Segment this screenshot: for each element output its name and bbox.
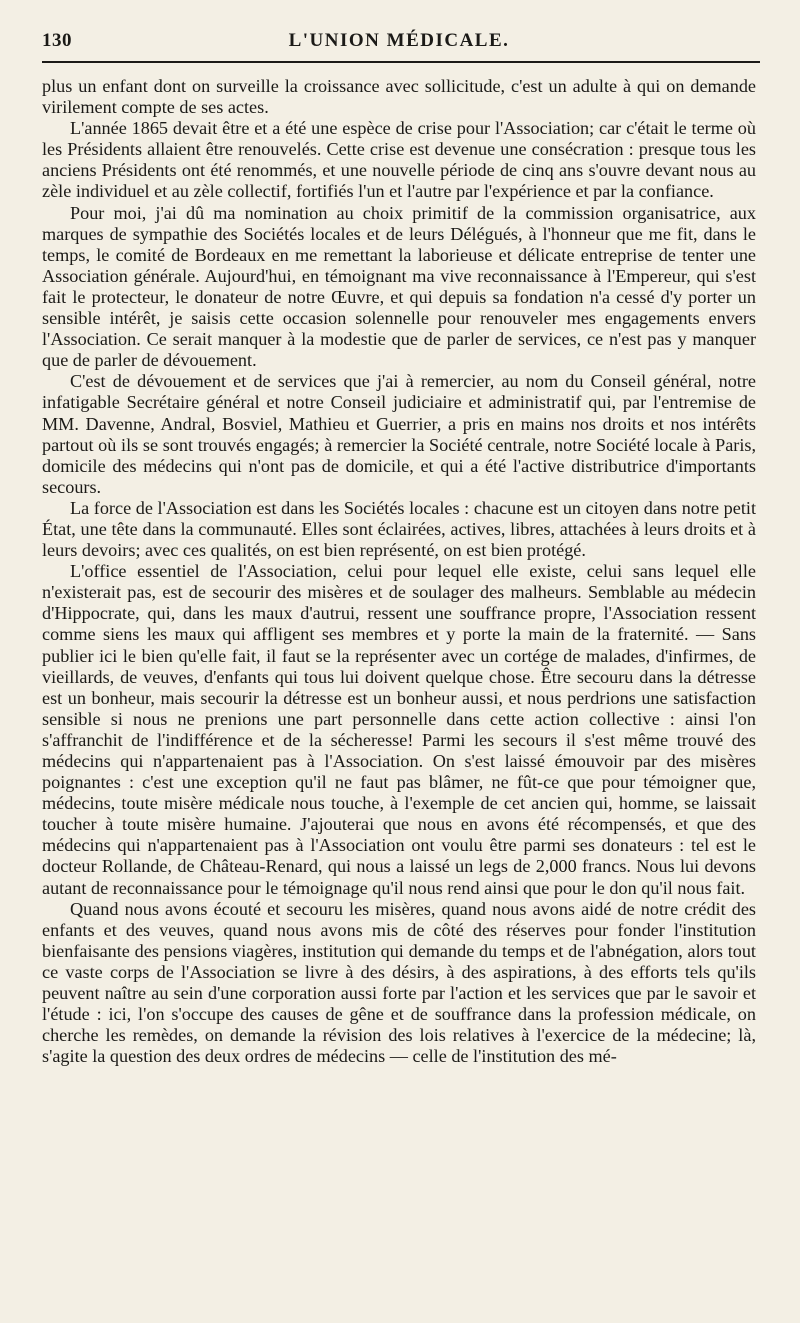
paragraph-thanks: C'est de dévouement et de services que j'ai à remercier, au nom du Conseil général, notre infatigable Secrétaire général et notre Conseil judiciaire et administratif qui, par l'entremise de MM. Davenne, Andral, Bosviel, Mathieu et Guerrier, a pris en mains nos droits et nos intérêts partout où ils se sont trouvés engagés; à remercier la Société centrale, notre Société locale à Paris, domicile des médecins qui n'ont pas de domicile, et qui a été l'active distributrice d'importants secours.	[42, 371, 756, 497]
journal-title: L'UNION MÉDICALE.	[288, 30, 510, 51]
article-body	[42, 76, 756, 1067]
paragraph-essential-office: L'office essentiel de l'Association, celui pour lequel elle existe, celui sans lequel elle n'existerait pas, est de secourir des misères et de soulager des malheurs. Semblable au médecin d'Hippocrate, qui, dans les maux d'autrui, ressent une souffrance propre, l'Association ressent comme siens les maux qui affligent ses membres et y porte la main de la fraternité. — Sans publier ici le bien qu'elle fait, il faut se la représenter avec un cortége de malades, d'infirmes, de vieillards, de veuves, d'enfants qui tous lui doivent quelque chose. Être secouru dans la détresse est un bonheur, mais secourir la détresse est un bonheur aussi, et nous perdrions une satisfaction sensible si nous ne prenions une part personnelle dans cette action collective : ainsi l'on s'affranchit de l'indifférence et de la sécheresse! Parmi les secours il s'est même trouvé des médecins qui n'appartenaient pas à l'Association. On s'est laissé émouvoir par des misères poignantes : c'est une exception qu'il ne faut pas blâmer, ne fût-ce que pour témoigner que, médecins, toute misère médicale nous touche, à l'exemple de cet ancien qui, homme, se laissait toucher à toute misère humaine. J'ajouterai que nous en avons été récompensés, et que des médecins qui n'appartenaient pas à l'Association ont voulu être parmi ses donateurs : tel est le docteur Rollande, de Château-Renard, qui nous a laissé un legs de 2,000 francs. Nous lui devons autant de reconnaissance pour le témoignage qu'il nous rend ainsi que pour le don qu'il nous fait.	[42, 561, 756, 898]
paragraph-continuation: plus un enfant dont on surveille la croissance avec sollicitude, c'est un adulte à qui on demande virilement compte de ses actes.	[42, 76, 756, 118]
page-header	[42, 0, 756, 66]
paragraph-local-societies: La force de l'Association est dans les Sociétés locales : chacune est un citoyen dans notre petit État, une tête dans la communauté. Elles sont éclairées, actives, libres, attachées à leurs droits et à leurs devoirs; avec ces qualités, on est bien représenté, on est bien protégé.	[42, 497, 756, 561]
paragraph-misery-relief: Quand nous avons écouté et secouru les misères, quand nous avons aidé de notre crédit des enfants et des veuves, quand nous avons mis de côté des réserves pour fonder l'institution bienfaisante des pensions viagères, institution qui demande du temps et de l'abnégation, alors tout ce vaste corps de l'Association se livre à des désirs, à des aspirations, à des efforts tels qu'ils peuvent naître au sein d'une corporation aussi forte par l'action et les services que par le savoir et l'étude : ici, l'on s'occupe des causes de gêne et de souffrance dans la profession médicale, on cherche les remèdes, on demande la révision des lois relatives à l'exercice de la médecine; là, s'agite la question des deux ordres de médecins — celle de l'institution des mé-	[42, 898, 756, 1067]
header-rule	[42, 61, 760, 63]
page-number: 130	[42, 30, 72, 51]
paragraph-nomination: Pour moi, j'ai dû ma nomination au choix primitif de la commission organisatrice, aux marques de sympathie des Sociétés locales et de leurs Délégués, à l'honneur que me fit, dans le temps, le comité de Bordeaux en me remettant la laborieuse et délicate entreprise de tenter une Association générale. Aujourd'hui, en témoignant ma vive reconnaissance à l'Empereur, qui s'est fait le protecteur, le donateur de notre Œuvre, et qui depuis sa fondation n'a cessé d'y porter un sensible intérêt, je saisis cette occasion solennelle pour renouveler mes engagements envers l'Association. Ce serait manquer à la modestie que de parler de services, ce n'est pas y manquer que de parler de dévouement.	[42, 202, 756, 371]
paragraph-crisis-1865: L'année 1865 devait être et a été une espèce de crise pour l'Association; car c'était le terme où les Présidents allaient être renouvelés. Cette crise est devenue une consécration : presque tous les anciens Présidents ont été renommés, et une nouvelle période de cinq ans s'ouvre devant nous au zèle individuel et au zèle collectif, fortifiés l'un et l'autre par l'expérience et par la confiance.	[42, 118, 756, 202]
